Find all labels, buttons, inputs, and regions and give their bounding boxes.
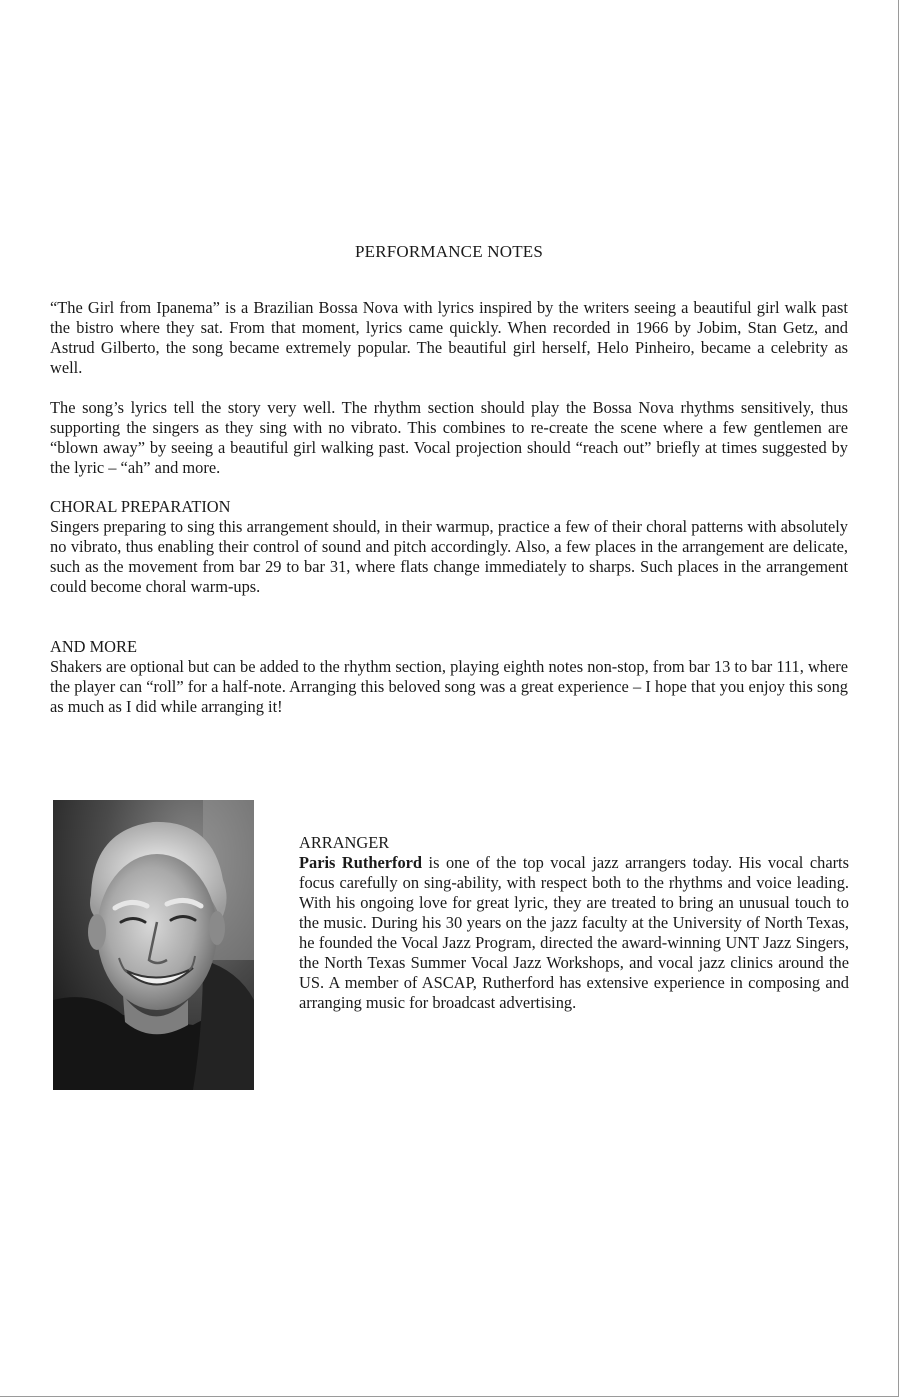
choral-preparation-heading: CHORAL PREPARATION	[50, 497, 231, 516]
and-more-heading: AND MORE	[50, 637, 137, 656]
and-more-text: Shakers are optional but can be added to the rhythm section, playing eighth notes non-stop, from bar 13 to bar 111, where the player can “roll” for a half-note. Arranging this beloved song was a great experience – I hope that you enjoy this song as much as I did while arranging it!	[50, 657, 848, 716]
arranger-photo	[53, 800, 254, 1090]
arranger-heading: ARRANGER	[299, 833, 390, 852]
lyrics-paragraph	[50, 398, 848, 478]
arranger-section	[299, 833, 849, 1013]
and-more-section	[50, 637, 848, 717]
intro-paragraph-text: “The Girl from Ipanema” is a Brazilian Bossa Nova with lyrics inspired by the writers seeing a beautiful girl walk past the bistro where they sat. From that moment, lyrics came quickly. When recorded in 1966 by Jobim, Stan Getz, and Astrud Gilberto, the song became extremely popular. The beautiful girl herself, Helo Pinheiro, became a celebrity as well.	[50, 298, 848, 377]
arranger-name: Paris Rutherford	[299, 853, 423, 872]
intro-paragraph	[50, 298, 848, 378]
lyrics-paragraph-text: The song’s lyrics tell the story very well. The rhythm section should play the Bossa Nova rhythms sensitively, thus supporting the singers as they sing with no vibrato. This combines to re-create the scene where a few gentlemen are “blown away” by seeing a beautiful girl walking past. Vocal projection should “reach out” briefly at times suggested by the lyric – “ah” and more.	[50, 398, 848, 477]
choral-preparation-section	[50, 497, 848, 597]
arranger-bio: is one of the top vocal jazz arrangers today. His vocal charts focus carefully on sing-ability, with respect both to the rhythms and voice leading. With his ongoing love for great lyric, they are treated to bring an unusual touch to the music. During his 30 years on the jazz faculty at the University of North Texas, he founded the Vocal Jazz Program, directed the award-winning UNT Jazz Singers, the North Texas Summer Vocal Jazz Workshops, and vocal jazz clinics around the US. A member of ASCAP, Rutherford has extensive experience in composing and arranging music for broadcast advertising.	[299, 853, 849, 1012]
choral-preparation-text: Singers preparing to sing this arrangement should, in their warmup, practice a few of their choral patterns with absolutely no vibrato, thus enabling their control of sound and pitch accordingly. Also, a few places in the arrangement are delicate, such as the movement from bar 29 to bar 31, where flats change immediately to sharps. Such places in the arrangement could become choral warm-ups.	[50, 517, 848, 596]
page-title: PERFORMANCE NOTES	[354, 242, 544, 261]
